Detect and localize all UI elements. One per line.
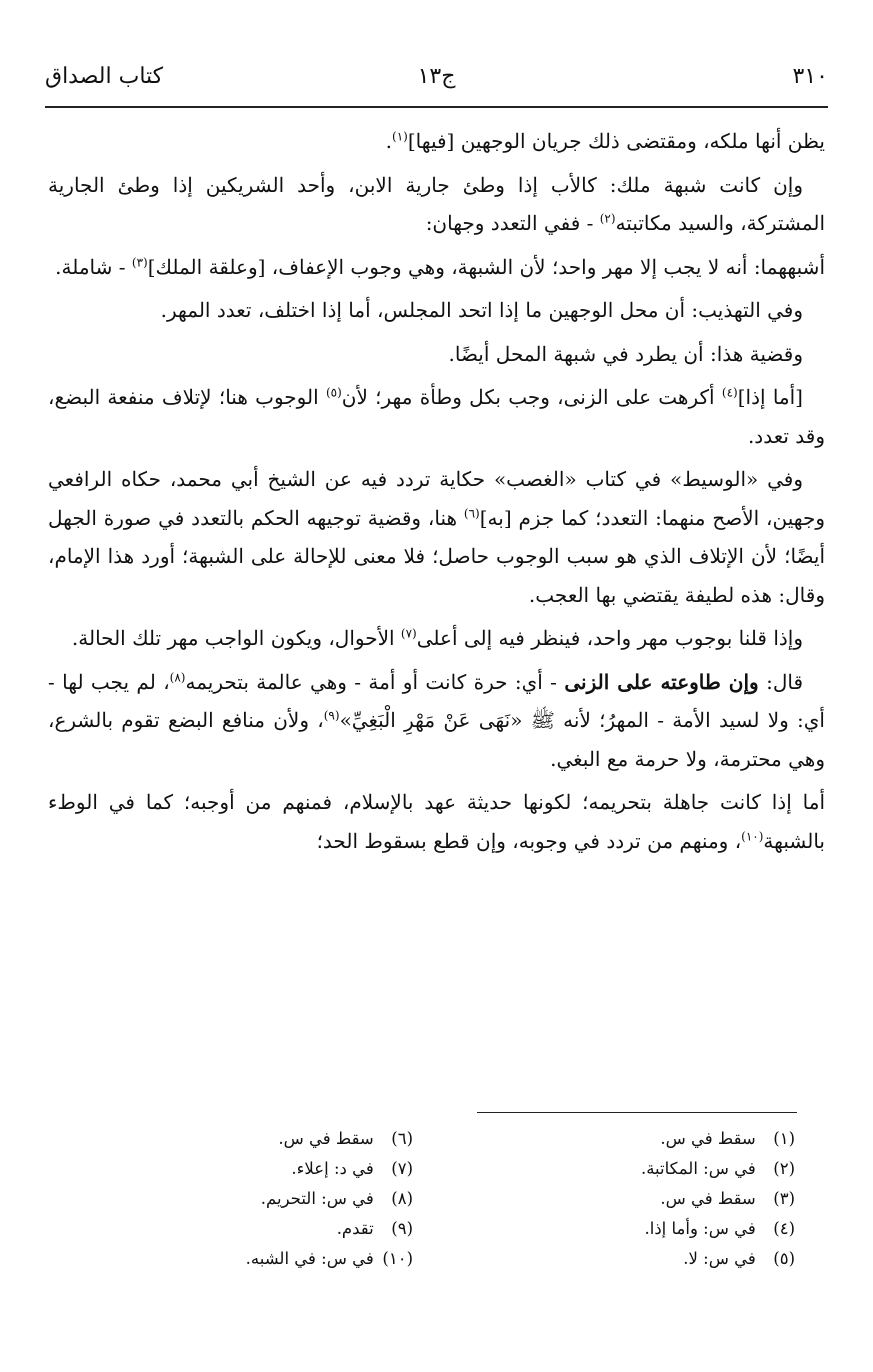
footnote (113, 1214, 413, 1244)
text-run: وإن كانت شبهة ملك: كالأب إذا وطئ جارية الابن، وأحد الشريكين إذا وطئ الجارية المشتركة، والسيد مكاتبته (48, 172, 825, 235)
main-text (48, 122, 825, 865)
text-run: الأحوال، ويكون الواجب مهر تلك الحالة. (71, 626, 401, 650)
text-run: الوجوب هنا؛ لإتلاف منفعة البضع، وقد تعدد. (48, 385, 825, 448)
footnote-number: (٤) (773, 1219, 795, 1238)
footnote-ref: (٣) (131, 254, 148, 269)
text-run: ، ومنهم من تردد في وجوبه، وإن قطع بسقوط الحد؛ (316, 828, 742, 853)
text-run: هنا، وقضية توجيهه الحكم بالتعدد في صورة الجهل أيضًا؛ لأن الإتلاف الذي هو سبب الوجوب حاصل؛ فلا معنى للإحالة على الشبهة؛ أورد هذا الإمام، وقال: هذه لطيفة يقتضي بها العجب. (48, 505, 825, 607)
text-run: يظن أنها ملكه، ومقتضى ذلك جريان الوجهين [فيها] (407, 129, 825, 153)
paragraph-p7 (48, 460, 825, 614)
paragraph-p10 (48, 783, 825, 860)
text-run: وقضية هذا: أن يطرد في شبهة المحل أيضًا. (448, 341, 803, 366)
footnote-ref: (٦) (463, 505, 480, 520)
footnote-text: في س: لا. (683, 1249, 756, 1268)
book-title: كتاب الصداق (45, 64, 164, 89)
footnote-text: في س: التحريم. (260, 1189, 374, 1208)
page-number: ٣١٠ (792, 64, 828, 89)
footnote-text: تقدم. (336, 1219, 374, 1238)
footnote-number: (٨) (391, 1189, 413, 1208)
footnote-text: سقط في س. (660, 1129, 756, 1148)
footnote-ref: (١) (392, 129, 408, 144)
footnote-text: في س: وأما إذا. (644, 1219, 756, 1238)
footnote-ref: (٩) (323, 708, 340, 723)
paragraph-p9 (48, 663, 825, 779)
text-run: أما إذا كانت جاهلة بتحريمه؛ لكونها حديثة عهد بالإسلام، فمنهم من أوجبه؛ كما في الوطء بالشبهة (48, 790, 825, 853)
footnote-number: (٢) (773, 1159, 795, 1178)
page-header (45, 58, 828, 102)
footnote-number: (٣) (773, 1189, 795, 1208)
paragraph-p5 (48, 335, 825, 374)
text-run: وإذا قلنا بوجوب مهر واحد، فينظر فيه إلى أعلى (416, 626, 803, 650)
text-run: . (385, 129, 392, 153)
volume-label: ج١٣ (417, 64, 456, 89)
footnote-number: (١٠) (382, 1249, 413, 1268)
footnote-ref: (٨) (169, 669, 186, 684)
footnote-ref: (٧) (400, 626, 417, 641)
paragraph-p6 (48, 378, 825, 455)
footnote-text: في د: إعلاء. (291, 1159, 374, 1178)
footnote-ref: (٢) (599, 211, 616, 226)
footnote-text: سقط في س. (278, 1129, 374, 1148)
footnote (113, 1244, 413, 1274)
text-run: - شاملة. (55, 254, 132, 279)
text-run: ، لم يجب لها - أي: ولا لسيد الأمة - المهرُ؛ لأنه ﷺ «نَهَى عَنْ مَهْرِ الْبَغِيِّ» (48, 669, 825, 732)
text-run: ، ولأن منافع البضع تقوم بالشرع، وهي محترمة، ولا حرمة مع البغي. (48, 708, 825, 771)
footnote-number: (٥) (773, 1249, 795, 1268)
footnote-ref: (١٠) (741, 828, 764, 843)
footnote (113, 1184, 413, 1214)
paragraph-p3 (48, 248, 825, 287)
footnotes-column-left (113, 1124, 413, 1274)
paragraph-p8 (48, 619, 825, 658)
footnote (495, 1124, 795, 1154)
text-run: أكرهت على الزنى، وجب بكل وطأة مهر؛ لأن (341, 385, 722, 409)
text-run: - أي: حرة كانت أو أمة - وهي عالمة بتحريمه (185, 669, 565, 694)
footnotes-column-right (495, 1124, 795, 1274)
text-run: وفي «الوسيط» في كتاب «الغصب» حكاية تردد فيه عن الشيخ أبي محمد، حكاه الرافعي وجهين، الأصح منهما: التعدد؛ كما جزم [به] (48, 467, 825, 530)
footnote (495, 1244, 795, 1274)
footnote-text: سقط في س. (660, 1189, 756, 1208)
footnote (113, 1154, 413, 1184)
footnote-rule (477, 1112, 797, 1113)
footnote (113, 1124, 413, 1154)
bold-phrase: وإن طاوعته على الزنى (564, 669, 759, 694)
paragraph-p4 (48, 291, 825, 330)
text-run: [أما إذا] (737, 385, 803, 409)
footnote-number: (٧) (391, 1159, 413, 1178)
footnote-ref: (٤) (721, 385, 738, 400)
text-run: - ففي التعدد وجهان: (425, 211, 600, 235)
footnote-text: في س: في الشبه. (245, 1249, 374, 1268)
paragraph-p2 (48, 166, 825, 243)
footnote (495, 1214, 795, 1244)
paragraph-p1 (48, 122, 825, 161)
footnote-number: (١) (773, 1129, 795, 1148)
text-run: قال: (758, 669, 804, 694)
footnote-ref: (٥) (325, 385, 342, 400)
footnote-number: (٦) (391, 1129, 413, 1148)
footnote-number: (٩) (391, 1219, 413, 1238)
footnote-text: في س: المكاتبة. (640, 1159, 756, 1178)
header-rule (45, 106, 828, 108)
footnote (495, 1154, 795, 1184)
footnote (495, 1184, 795, 1214)
text-run: وفي التهذيب: أن محل الوجهين ما إذا اتحد المجلس، أما إذا اختلف، تعدد المهر. (160, 298, 803, 322)
text-run: أشبههما: أنه لا يجب إلا مهر واحد؛ لأن الشبهة، وهي وجوب الإعفاف، [وعلقة الملك] (147, 254, 825, 279)
